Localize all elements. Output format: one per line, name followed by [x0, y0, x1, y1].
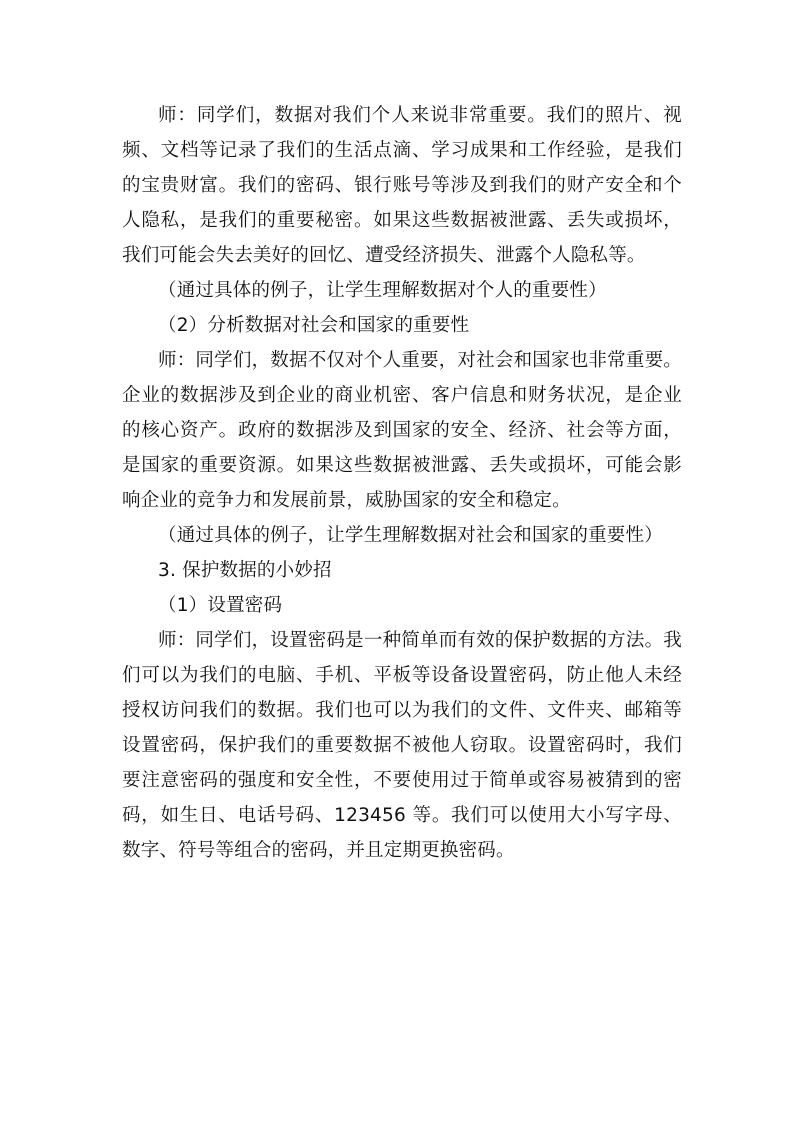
section-heading-protection-tips: 3. 保护数据的小妙招 — [158, 560, 332, 581]
note-social-example: （通过具体的例子，让学生理解数据对社会和国家的重要性） — [158, 525, 663, 546]
paragraph-social-importance: 师：同学们，数据不仅对个人重要，对社会和国家也非常重要。企业的数据涉及到企业的商业机密、客户信息和财务状况，是企业的核心资产。政府的数据涉及到国家的安全、经济、社会等方面，是国家的重要资源。如果这些数据被泄露、丢失或损坏，可能会影响企业的竞争力和发展前景，威胁国家的安全和稳定。 — [122, 350, 682, 511]
section-heading-social-importance: （2）分析数据对社会和国家的重要性 — [158, 315, 470, 336]
paragraph-set-password: 师：同学们，设置密码是一种简单而有效的保护数据的方法。我们可以为我们的电脑、手机、平板等设备设置密码，防止他人未经授权访问我们的数据。我们也可以为我们的文件、文件夹、邮箱等设置密码，保护我们的重要数据不被他人窃取。设置密码时，我们要注意密码的强度和安全性，不要使用过于简单或容易被猜到的密码，如生日、电话号码、123456 等。我们可以使用大小写字母、数字、符号等组合的密码，并且定期更换密码。 — [122, 630, 682, 861]
paragraph-personal-importance: 师：同学们，数据对我们个人来说非常重要。我们的照片、视频、文档等记录了我们的生活点滴、学习成果和工作经验，是我们的宝贵财富。我们的密码、银行账号等涉及到我们的财产安全和个人隐私，是我们的重要秘密。如果这些数据被泄露、丢失或损坏，我们可能会失去美好的回忆、遭受经济损失、泄露个人隐私等。 — [122, 105, 682, 266]
document-body — [122, 98, 682, 868]
note-personal-example: （通过具体的例子，让学生理解数据对个人的重要性） — [158, 280, 607, 301]
subsection-heading-set-password: （1）设置密码 — [158, 595, 283, 616]
